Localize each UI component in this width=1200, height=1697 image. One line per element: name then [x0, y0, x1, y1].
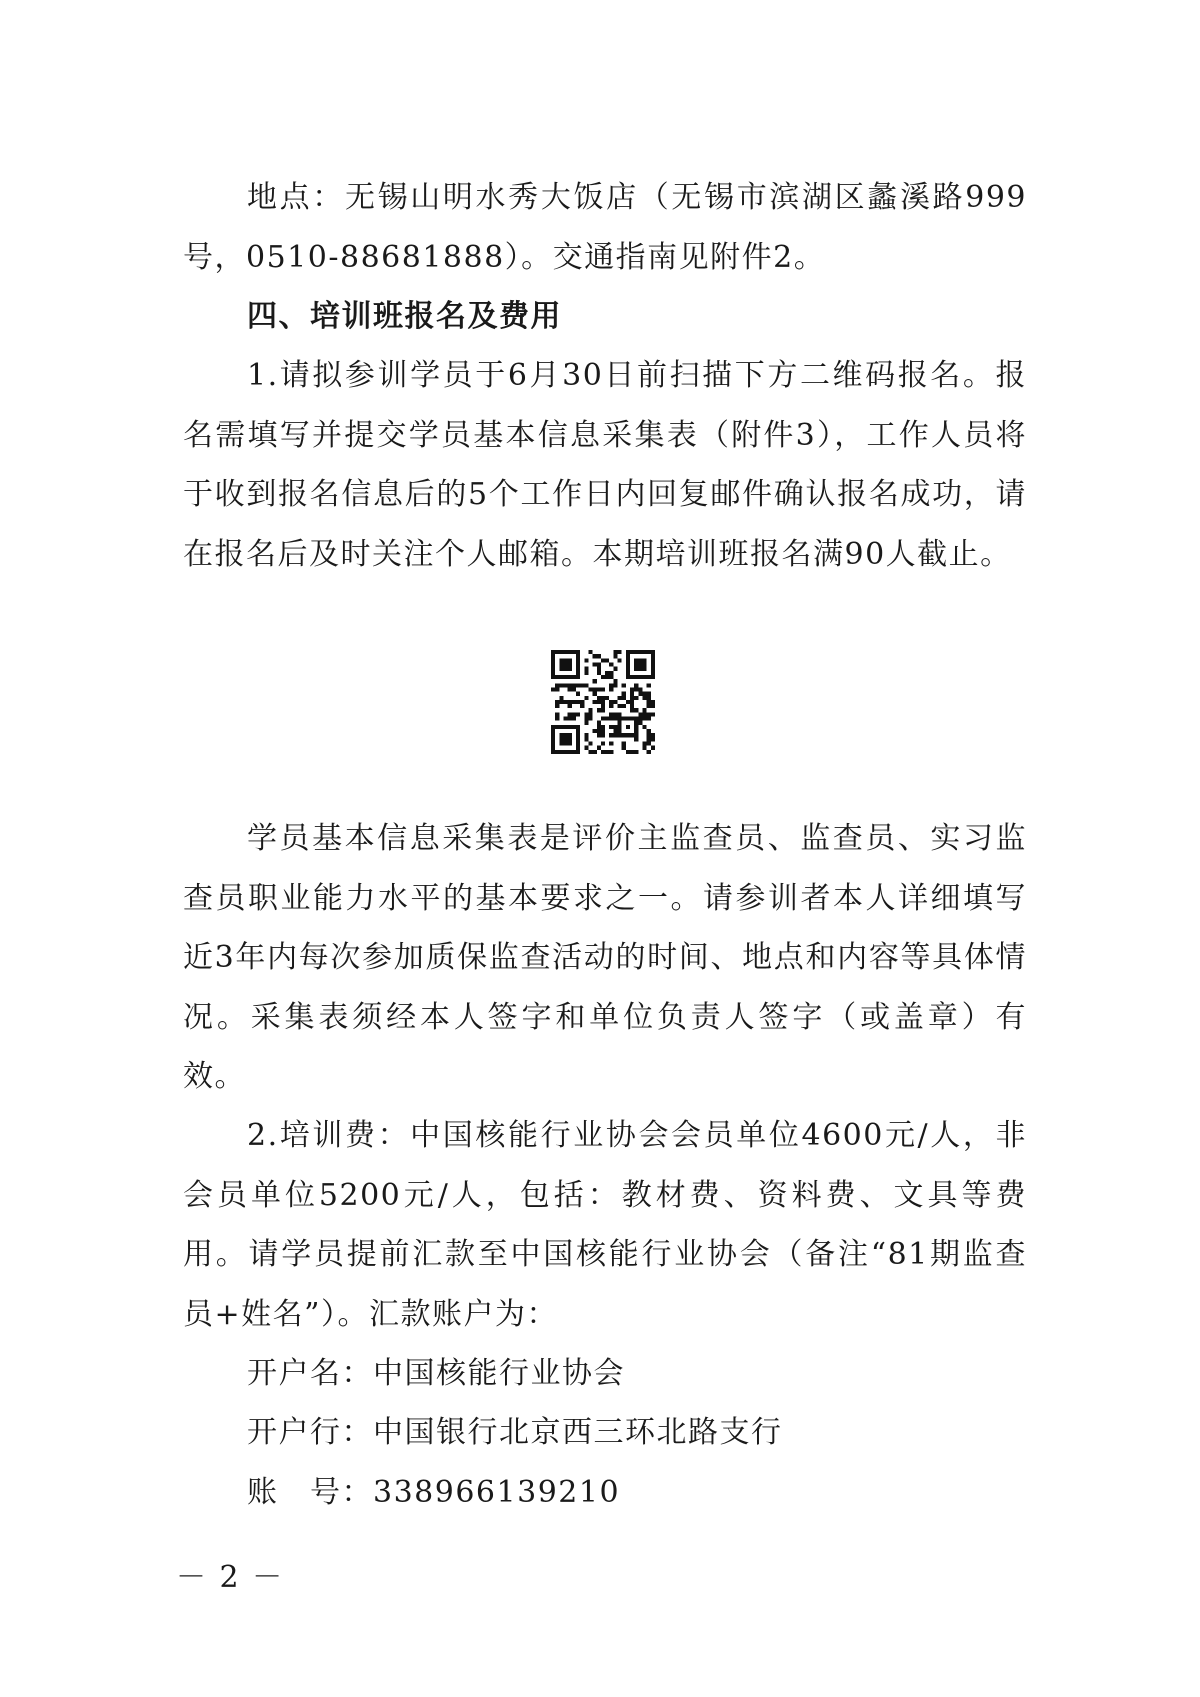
- info-form-paragraph: 学员基本信息采集表是评价主监查员、监查员、实习监查员职业能力水平的基本要求之一。请参训者本人详细填写近3年内每次参加质保监查活动的时间、地点和内容等具体情况。采集表须经本人签字和单位负责人签字（或盖章）有效。: [183, 821, 1027, 1094]
- location-paragraph: 地点：无锡山明水秀大饭店（无锡市滨湖区蠡溪路999号，0510-88681888）。交通指南见附件2。: [183, 180, 1027, 275]
- page-number: － 2 －: [176, 1560, 285, 1595]
- qr-code-icon: [551, 650, 655, 754]
- bank-line: 开户行：中国银行北京西三环北路支行: [247, 1415, 783, 1450]
- account-number-line: 账 号：338966139210: [247, 1475, 621, 1510]
- account-name-line: 开户名：中国核能行业协会: [247, 1356, 625, 1391]
- fee-paragraph: 2.培训费：中国核能行业协会会员单位4600元/人，非会员单位5200元/人，包括：教材费、资料费、文具等费用。请学员提前汇款至中国核能行业协会（备注“81期监查员+姓名”）。汇款账户为：: [183, 1118, 1027, 1332]
- section-heading: 四、培训班报名及费用: [247, 299, 562, 334]
- registration-paragraph: 1.请拟参训学员于6月30日前扫描下方二维码报名。报名需填写并提交学员基本信息采集表（附件3），工作人员将于收到报名信息后的5个工作日内回复邮件确认报名成功，请在报名后及时关注个人邮箱。本期培训班报名满90人截止。: [183, 358, 1027, 572]
